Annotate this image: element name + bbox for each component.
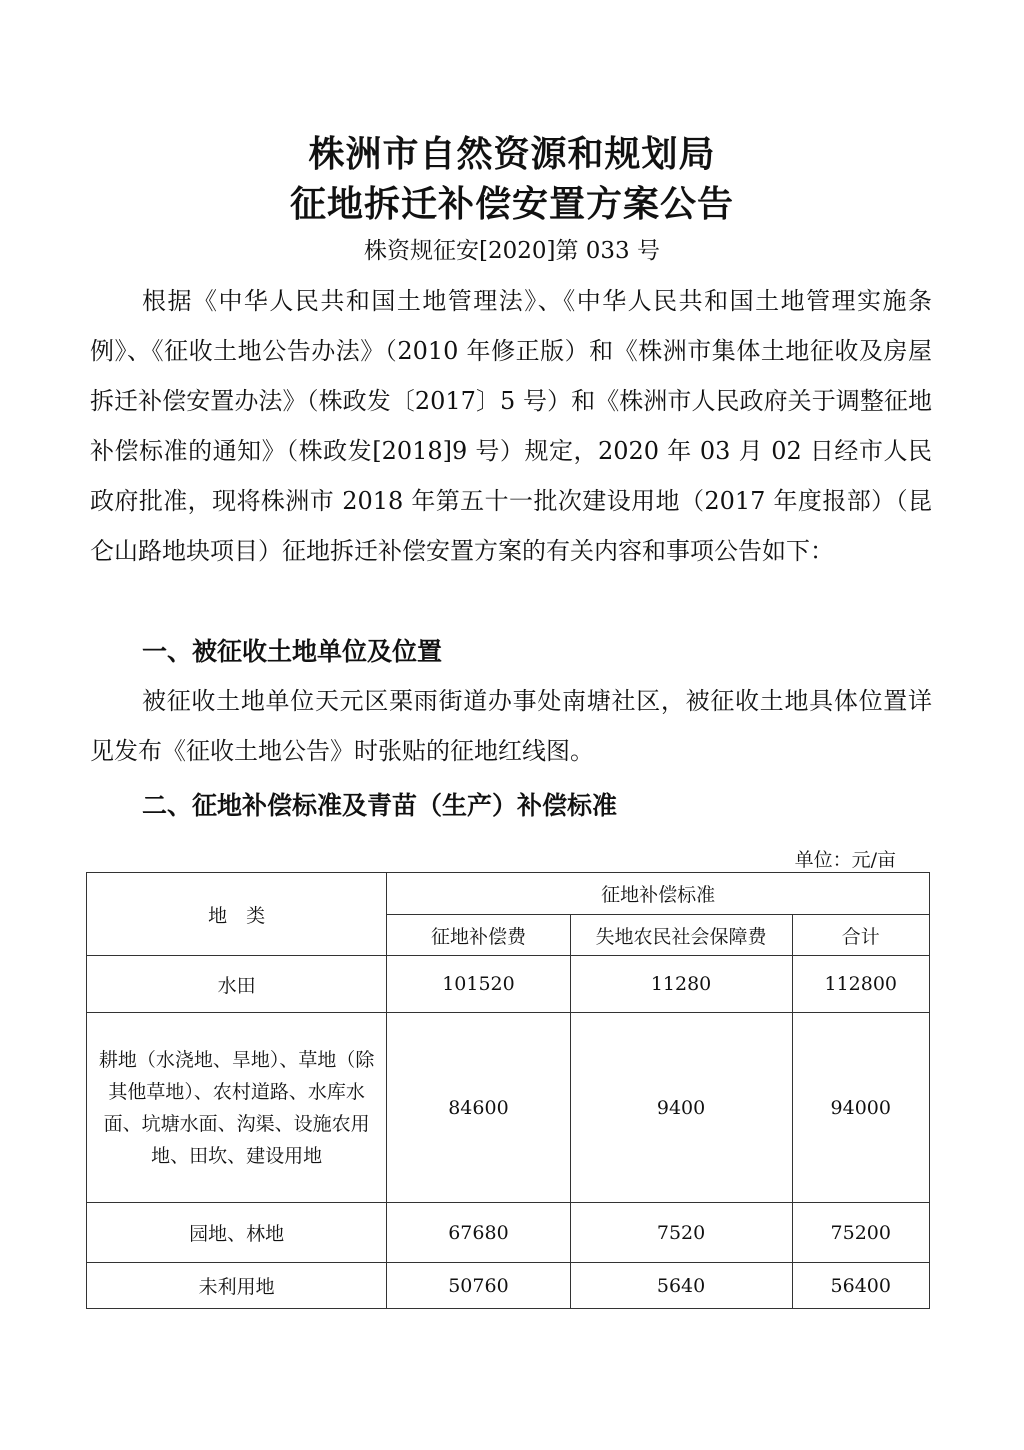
title-line-1: 株洲市自然资源和规划局: [308, 134, 716, 175]
title-line-2: 征地拆迁补偿安置方案公告: [289, 184, 734, 225]
group-header: 征地补偿标准: [387, 873, 930, 915]
total-cell: 75200: [792, 1203, 929, 1263]
total-cell: 56400: [792, 1263, 929, 1309]
land-type-cell: 水田: [87, 956, 387, 1013]
col-header-compensation: 征地补偿费: [387, 915, 570, 956]
table-row: [87, 1203, 930, 1263]
compensation-cell: 101520: [387, 956, 570, 1013]
social-security-cell: 5640: [570, 1263, 792, 1309]
land-type-cell: 园地、林地: [87, 1203, 387, 1263]
compensation-table: [86, 872, 930, 1309]
compensation-cell: 67680: [387, 1203, 570, 1263]
unit-label: 单位：元/亩: [794, 849, 896, 871]
table-row: [87, 1263, 930, 1309]
section-2-heading: 二、征地补偿标准及青苗（生产）补偿标准: [142, 791, 618, 820]
land-type-header: 地 类: [87, 873, 387, 956]
total-cell: 112800: [792, 956, 929, 1013]
col-header-total: 合计: [792, 915, 929, 956]
intro-paragraph: 根据《中华人民共和国土地管理法》、《中华人民共和国土地管理实施条例》、《征收土地公告办法》（2010 年修正版）和《株洲市集体土地征收及房屋拆迁补偿安置办法》（株政发〔2017〕5 号）和《株洲市人民政府关于调整征地补偿标准的通知》（株政发[2018]9 号）规定，2020 年 03 月 02 日经市人民政府批准，现将株洲市 2018 年第五十一批次建设用地（2017 年度报部）（昆仑山路地块项目）征地拆迁补偿安置方案的有关内容和事项公告如下：: [90, 287, 932, 565]
section-1-paragraph: 被征收土地单位天元区栗雨街道办事处南塘社区，被征收土地具体位置详见发布《征收土地公告》时张贴的征地红线图。: [90, 687, 932, 765]
document-number: 株资规征安[2020]第 033 号: [363, 238, 660, 264]
col-header-social-security: 失地农民社会保障费: [570, 915, 792, 956]
section-1-heading: 一、被征收土地单位及位置: [142, 637, 443, 666]
compensation-cell: 84600: [387, 1013, 570, 1203]
land-type-cell: 耕地（水浇地、旱地）、草地（除其他草地）、农村道路、水库水面、坑塘水面、沟渠、设施农用地、田坎、建设用地: [87, 1013, 387, 1203]
total-cell: 94000: [792, 1013, 929, 1203]
compensation-cell: 50760: [387, 1263, 570, 1309]
social-security-cell: 7520: [570, 1203, 792, 1263]
social-security-cell: 9400: [570, 1013, 792, 1203]
social-security-cell: 11280: [570, 956, 792, 1013]
table-row: [87, 1013, 930, 1203]
land-type-cell: 未利用地: [87, 1263, 387, 1309]
table-header-row: [87, 873, 930, 915]
table-row: [87, 956, 930, 1013]
